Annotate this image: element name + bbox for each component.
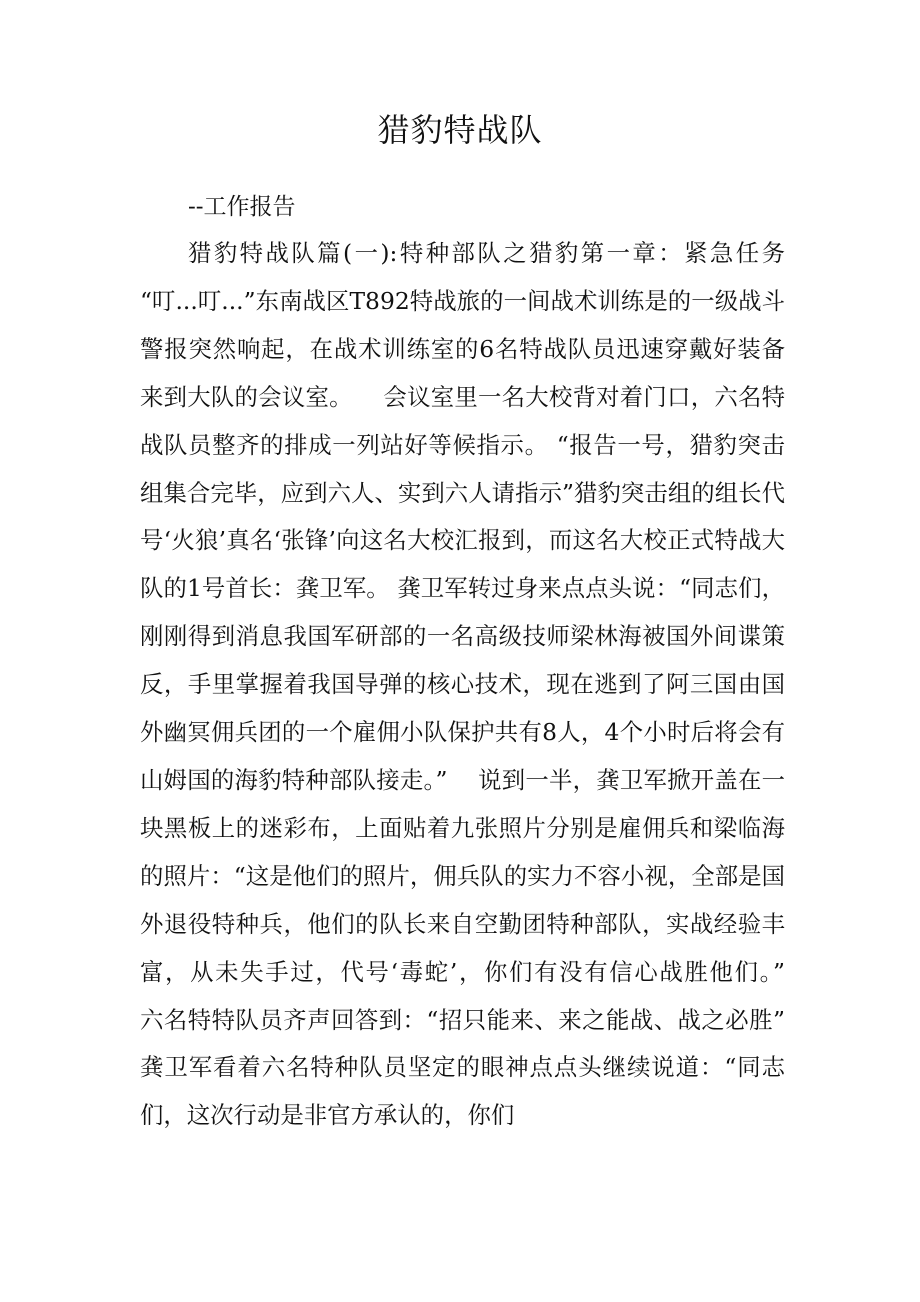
body-paragraph: 猎豹特战队篇(一):特种部队之猎豹第一章：紧急任务 “叮...叮...”东南战区T892特战旅的一间战术训练是的一级战斗警报突然响起，在战术训练室的6名特战队员迅速穿戴好装备来到大队的会议室。 会议室里一名大校背对着门口，六名特战队员整齐的排成一列站好等候指示。 “报告一号，猎豹突击组集合完毕，应到六人、实到六人请指示”猎豹突击组的组长代号‘火狼’真名‘张锋’向这名大校汇报到，而这名大校正式特战大队的1号首长：龚卫军。 龚卫军转过身来点点头说：“同志们，刚刚得到消息我国军研部的一名高级技师梁林海被国外间谍策反，手里掌握着我国导弹的核心技术，现在逃到了阿三国由国外幽冥佣兵团的一个雇佣小队保护共有8人，4个小时后将会有山姆国的海豹特种部队接走。” 说到一半，龚卫军掀开盖在一块黑板上的迷彩布，上面贴着九张照片分别是雇佣兵和梁临海的照片：“这是他们的照片，佣兵队的实力不容小视，全部是国外退役特种兵，他们的队长来自空勤团特种部队，实战经验丰富，从未失手过，代号‘毒蛇’，你们有没有信心战胜他们。” 六名特特队员齐声回答到：“招只能来、来之能战、战之必胜” 龚卫军看着六名特种队员坚定的眼神点点头继续说道：“同志们，这次行动是非官方承认的，你们: [140, 239, 815, 1130]
page-title: 猎豹特战队: [377, 111, 543, 149]
document-subtitle: --工作报告: [188, 194, 296, 220]
